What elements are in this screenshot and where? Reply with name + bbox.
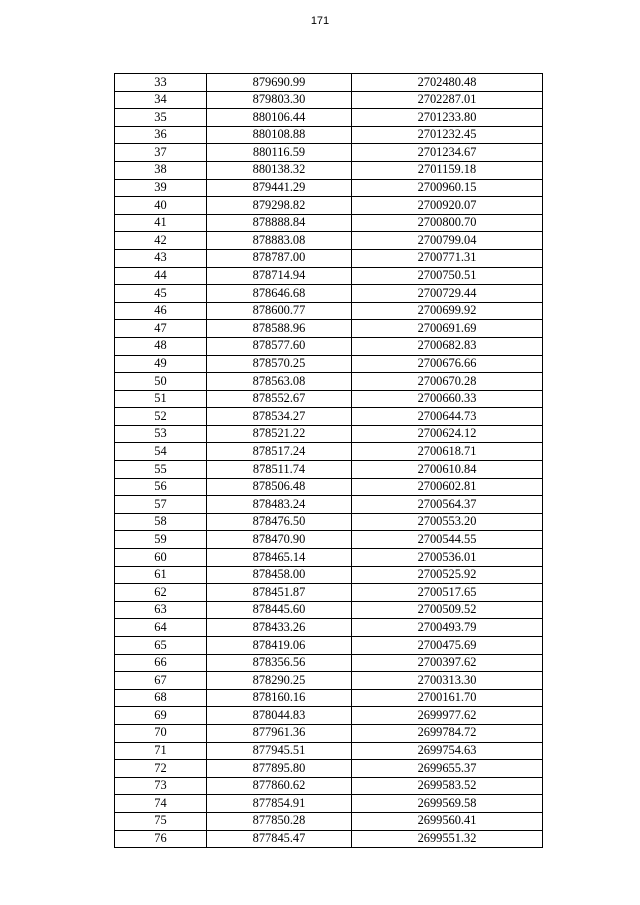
y-coordinate-cell: 2700960.15: [352, 179, 543, 197]
table-row: [115, 443, 543, 461]
point-number-cell: 70: [115, 724, 207, 742]
point-number-cell: 33: [115, 74, 207, 92]
table-row: [115, 285, 543, 303]
table-row: [115, 179, 543, 197]
table-row: [115, 513, 543, 531]
y-coordinate-cell: 2700800.70: [352, 214, 543, 232]
point-number-cell: 62: [115, 584, 207, 602]
x-coordinate-cell: 878570.25: [207, 355, 352, 373]
x-coordinate-cell: 878511.74: [207, 461, 352, 479]
point-number-cell: 49: [115, 355, 207, 373]
table-row: [115, 654, 543, 672]
y-coordinate-cell: 2700750.51: [352, 267, 543, 285]
y-coordinate-cell: 2700644.73: [352, 408, 543, 426]
y-coordinate-cell: 2699569.58: [352, 795, 543, 813]
x-coordinate-cell: 878588.96: [207, 320, 352, 338]
y-coordinate-cell: 2700161.70: [352, 689, 543, 707]
y-coordinate-cell: 2700771.31: [352, 249, 543, 267]
y-coordinate-cell: 2700699.92: [352, 302, 543, 320]
table-row: [115, 689, 543, 707]
table-row: [115, 320, 543, 338]
x-coordinate-cell: 878458.00: [207, 566, 352, 584]
y-coordinate-cell: 2700517.65: [352, 584, 543, 602]
point-number-cell: 43: [115, 249, 207, 267]
point-number-cell: 71: [115, 742, 207, 760]
table-row: [115, 232, 543, 250]
y-coordinate-cell: 2702480.48: [352, 74, 543, 92]
x-coordinate-cell: 877860.62: [207, 777, 352, 795]
point-number-cell: 57: [115, 496, 207, 514]
point-number-cell: 63: [115, 601, 207, 619]
y-coordinate-cell: 2700676.66: [352, 355, 543, 373]
table-row: [115, 267, 543, 285]
point-number-cell: 53: [115, 425, 207, 443]
x-coordinate-cell: 879298.82: [207, 197, 352, 215]
point-number-cell: 38: [115, 161, 207, 179]
y-coordinate-cell: 2700618.71: [352, 443, 543, 461]
y-coordinate-cell: 2701159.18: [352, 161, 543, 179]
y-coordinate-cell: 2701234.67: [352, 144, 543, 162]
coordinates-table-body: [115, 74, 543, 848]
table-row: [115, 249, 543, 267]
point-number-cell: 37: [115, 144, 207, 162]
y-coordinate-cell: 2700682.83: [352, 337, 543, 355]
y-coordinate-cell: 2699583.52: [352, 777, 543, 795]
point-number-cell: 68: [115, 689, 207, 707]
x-coordinate-cell: 878290.25: [207, 672, 352, 690]
point-number-cell: 61: [115, 566, 207, 584]
x-coordinate-cell: 878787.00: [207, 249, 352, 267]
point-number-cell: 47: [115, 320, 207, 338]
y-coordinate-cell: 2700525.92: [352, 566, 543, 584]
page-number: 171: [310, 15, 330, 27]
y-coordinate-cell: 2700544.55: [352, 531, 543, 549]
table-row: [115, 126, 543, 144]
x-coordinate-cell: 877854.91: [207, 795, 352, 813]
x-coordinate-cell: 878646.68: [207, 285, 352, 303]
table-row: [115, 619, 543, 637]
table-row: [115, 461, 543, 479]
table-row: [115, 478, 543, 496]
table-row: [115, 425, 543, 443]
table-row: [115, 672, 543, 690]
table-row: [115, 373, 543, 391]
point-number-cell: 41: [115, 214, 207, 232]
x-coordinate-cell: 879441.29: [207, 179, 352, 197]
point-number-cell: 51: [115, 390, 207, 408]
point-number-cell: 46: [115, 302, 207, 320]
x-coordinate-cell: 878563.08: [207, 373, 352, 391]
x-coordinate-cell: 877961.36: [207, 724, 352, 742]
y-coordinate-cell: 2700670.28: [352, 373, 543, 391]
x-coordinate-cell: 878419.06: [207, 637, 352, 655]
x-coordinate-cell: 878521.22: [207, 425, 352, 443]
point-number-cell: 73: [115, 777, 207, 795]
x-coordinate-cell: 878517.24: [207, 443, 352, 461]
point-number-cell: 64: [115, 619, 207, 637]
x-coordinate-cell: 878483.24: [207, 496, 352, 514]
x-coordinate-cell: 878356.56: [207, 654, 352, 672]
table-row: [115, 74, 543, 92]
x-coordinate-cell: 878888.84: [207, 214, 352, 232]
point-number-cell: 58: [115, 513, 207, 531]
x-coordinate-cell: 880106.44: [207, 109, 352, 127]
table-row: [115, 812, 543, 830]
point-number-cell: 69: [115, 707, 207, 725]
x-coordinate-cell: 877945.51: [207, 742, 352, 760]
table-row: [115, 637, 543, 655]
point-number-cell: 36: [115, 126, 207, 144]
y-coordinate-cell: 2700475.69: [352, 637, 543, 655]
table-row: [115, 830, 543, 848]
y-coordinate-cell: 2700799.04: [352, 232, 543, 250]
x-coordinate-cell: 877850.28: [207, 812, 352, 830]
x-coordinate-cell: 878044.83: [207, 707, 352, 725]
point-number-cell: 65: [115, 637, 207, 655]
y-coordinate-cell: 2700610.84: [352, 461, 543, 479]
x-coordinate-cell: 880116.59: [207, 144, 352, 162]
point-number-cell: 48: [115, 337, 207, 355]
x-coordinate-cell: 878465.14: [207, 549, 352, 567]
y-coordinate-cell: 2699560.41: [352, 812, 543, 830]
y-coordinate-cell: 2700564.37: [352, 496, 543, 514]
table-row: [115, 496, 543, 514]
y-coordinate-cell: 2699784.72: [352, 724, 543, 742]
y-coordinate-cell: 2700509.52: [352, 601, 543, 619]
point-number-cell: 34: [115, 91, 207, 109]
table-row: [115, 161, 543, 179]
table-row: [115, 337, 543, 355]
point-number-cell: 52: [115, 408, 207, 426]
y-coordinate-cell: 2700397.62: [352, 654, 543, 672]
y-coordinate-cell: 2700920.07: [352, 197, 543, 215]
y-coordinate-cell: 2700313.30: [352, 672, 543, 690]
y-coordinate-cell: 2700624.12: [352, 425, 543, 443]
table-row: [115, 724, 543, 742]
point-number-cell: 39: [115, 179, 207, 197]
x-coordinate-cell: 878476.50: [207, 513, 352, 531]
point-number-cell: 45: [115, 285, 207, 303]
x-coordinate-cell: 878883.08: [207, 232, 352, 250]
table-row: [115, 601, 543, 619]
point-number-cell: 66: [115, 654, 207, 672]
point-number-cell: 40: [115, 197, 207, 215]
x-coordinate-cell: 877845.47: [207, 830, 352, 848]
point-number-cell: 60: [115, 549, 207, 567]
y-coordinate-cell: 2700660.33: [352, 390, 543, 408]
y-coordinate-cell: 2700553.20: [352, 513, 543, 531]
y-coordinate-cell: 2699977.62: [352, 707, 543, 725]
y-coordinate-cell: 2699655.37: [352, 760, 543, 778]
table-row: [115, 302, 543, 320]
table-row: [115, 91, 543, 109]
table-row: [115, 355, 543, 373]
table-row: [115, 777, 543, 795]
coordinates-table: [114, 73, 543, 848]
table-row: [115, 566, 543, 584]
point-number-cell: 72: [115, 760, 207, 778]
point-number-cell: 67: [115, 672, 207, 690]
point-number-cell: 74: [115, 795, 207, 813]
x-coordinate-cell: 878600.77: [207, 302, 352, 320]
y-coordinate-cell: 2701232.45: [352, 126, 543, 144]
table-row: [115, 144, 543, 162]
y-coordinate-cell: 2700602.81: [352, 478, 543, 496]
table-row: [115, 408, 543, 426]
table-row: [115, 214, 543, 232]
point-number-cell: 35: [115, 109, 207, 127]
x-coordinate-cell: 879690.99: [207, 74, 352, 92]
x-coordinate-cell: 879803.30: [207, 91, 352, 109]
x-coordinate-cell: 878714.94: [207, 267, 352, 285]
y-coordinate-cell: 2700493.79: [352, 619, 543, 637]
point-number-cell: 54: [115, 443, 207, 461]
y-coordinate-cell: 2702287.01: [352, 91, 543, 109]
table-row: [115, 549, 543, 567]
point-number-cell: 50: [115, 373, 207, 391]
x-coordinate-cell: 878534.27: [207, 408, 352, 426]
x-coordinate-cell: 878506.48: [207, 478, 352, 496]
point-number-cell: 55: [115, 461, 207, 479]
x-coordinate-cell: 878451.87: [207, 584, 352, 602]
y-coordinate-cell: 2700691.69: [352, 320, 543, 338]
table-row: [115, 707, 543, 725]
table-row: [115, 109, 543, 127]
x-coordinate-cell: 878552.67: [207, 390, 352, 408]
x-coordinate-cell: 880138.32: [207, 161, 352, 179]
point-number-cell: 56: [115, 478, 207, 496]
table-row: [115, 197, 543, 215]
y-coordinate-cell: 2699754.63: [352, 742, 543, 760]
point-number-cell: 59: [115, 531, 207, 549]
x-coordinate-cell: 877895.80: [207, 760, 352, 778]
x-coordinate-cell: 880108.88: [207, 126, 352, 144]
table-row: [115, 390, 543, 408]
y-coordinate-cell: 2701233.80: [352, 109, 543, 127]
point-number-cell: 76: [115, 830, 207, 848]
table-row: [115, 760, 543, 778]
point-number-cell: 75: [115, 812, 207, 830]
x-coordinate-cell: 878445.60: [207, 601, 352, 619]
y-coordinate-cell: 2700729.44: [352, 285, 543, 303]
point-number-cell: 44: [115, 267, 207, 285]
x-coordinate-cell: 878160.16: [207, 689, 352, 707]
x-coordinate-cell: 878433.26: [207, 619, 352, 637]
table-row: [115, 742, 543, 760]
point-number-cell: 42: [115, 232, 207, 250]
x-coordinate-cell: 878577.60: [207, 337, 352, 355]
table-row: [115, 531, 543, 549]
y-coordinate-cell: 2700536.01: [352, 549, 543, 567]
y-coordinate-cell: 2699551.32: [352, 830, 543, 848]
x-coordinate-cell: 878470.90: [207, 531, 352, 549]
table-row: [115, 795, 543, 813]
table-row: [115, 584, 543, 602]
